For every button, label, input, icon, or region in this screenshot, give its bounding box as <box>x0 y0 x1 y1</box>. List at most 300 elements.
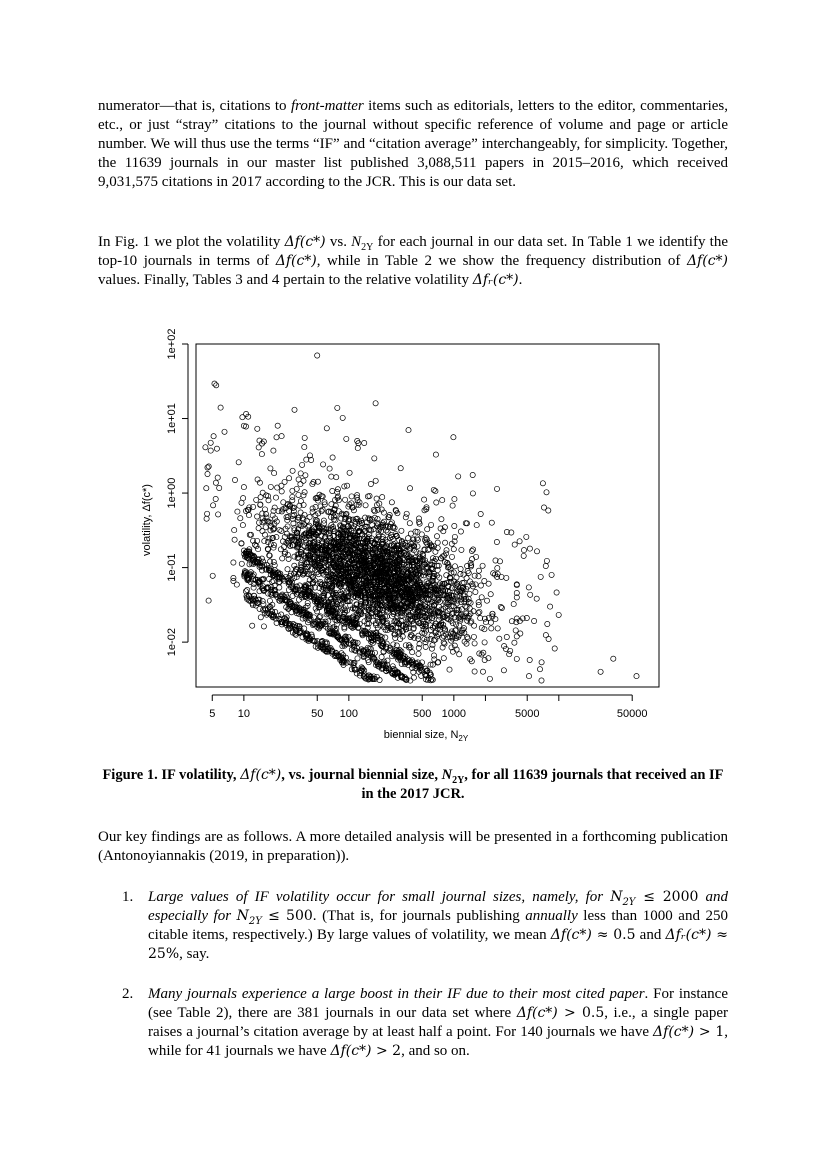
data-point <box>211 503 216 508</box>
data-point <box>471 547 476 552</box>
data-point <box>488 620 493 625</box>
data-point <box>231 560 236 565</box>
data-point <box>287 476 292 481</box>
data-point <box>335 405 340 410</box>
data-point <box>260 490 265 495</box>
data-point <box>467 591 472 596</box>
data-point <box>343 497 348 502</box>
data-point <box>262 539 267 544</box>
data-point <box>470 472 475 477</box>
math-volatility: Δ𝑓(𝑐*) <box>653 1024 695 1040</box>
text-run: , i.e., a single paper raises a journal’s citation average by at least half a point. For 140 journals we have <box>148 1005 728 1040</box>
data-point <box>239 541 244 546</box>
data-point <box>235 509 240 514</box>
data-point <box>451 547 456 552</box>
data-point <box>538 574 543 579</box>
data-point <box>458 529 463 534</box>
y-tick-label: 1e+00 <box>166 477 178 509</box>
x-tick-label: 500 <box>413 708 432 720</box>
data-point <box>469 548 474 553</box>
data-point <box>476 574 481 579</box>
data-point <box>362 440 367 445</box>
text-run: . For instance (see Table 2), there are 381 journals in our data set where <box>148 986 728 1021</box>
data-point-outlier <box>205 465 210 470</box>
data-point <box>527 657 532 662</box>
list-number: 2. <box>122 986 134 1002</box>
data-point <box>335 487 340 492</box>
data-point-outlier <box>489 520 494 525</box>
data-point <box>313 504 318 509</box>
data-point <box>416 645 421 650</box>
math-n2y: $N_{2𝑌}$ <box>610 889 636 908</box>
data-point <box>539 660 544 665</box>
data-point <box>347 470 352 475</box>
y-axis-label: volatility, Δf(c*) <box>141 484 153 556</box>
data-point <box>259 452 264 457</box>
x-tick-label: 1000 <box>441 708 467 720</box>
data-point <box>416 516 421 521</box>
data-point <box>478 511 483 516</box>
data-point <box>543 563 548 568</box>
math-volatility: Δ𝑓(𝑐*) <box>275 253 317 269</box>
data-point <box>232 528 237 533</box>
data-point <box>487 676 492 681</box>
data-point <box>205 511 210 516</box>
data-point <box>216 512 221 517</box>
data-point <box>301 478 306 483</box>
data-point <box>344 436 349 441</box>
data-point <box>473 589 478 594</box>
data-point <box>329 474 334 479</box>
data-point <box>298 510 303 515</box>
list-item-text <box>148 985 728 1061</box>
data-point <box>204 486 209 491</box>
data-point <box>355 446 360 451</box>
data-point <box>548 604 553 609</box>
text-emphasis: and especially for <box>148 889 728 924</box>
data-point <box>238 516 243 521</box>
data-point <box>340 415 345 420</box>
math-n: N <box>351 234 362 250</box>
data-point <box>236 460 241 465</box>
data-point <box>521 553 526 558</box>
data-point <box>255 426 260 431</box>
data-point <box>232 537 237 542</box>
data-point <box>257 606 262 611</box>
data-point <box>268 559 273 564</box>
x-tick-label: 5000 <box>514 708 540 720</box>
caption-text: Figure 1. IF volatility, <box>102 767 241 783</box>
data-point <box>537 667 542 672</box>
data-point <box>304 457 309 462</box>
data-point <box>232 477 237 482</box>
y-tick-label: 1e-02 <box>166 628 178 657</box>
math-comparison: > 0.5 <box>557 1005 605 1021</box>
data-point <box>302 445 307 450</box>
data-point <box>298 471 303 476</box>
data-point <box>480 669 485 674</box>
data-point <box>544 558 549 563</box>
data-point-outlier <box>330 455 335 460</box>
data-point <box>260 528 265 533</box>
data-point <box>208 440 213 445</box>
data-point <box>494 539 499 544</box>
figure-scatter-plot <box>141 327 680 757</box>
data-point <box>407 486 412 491</box>
data-point-outlier <box>373 401 378 406</box>
y-axis <box>166 329 188 657</box>
data-point <box>211 434 216 439</box>
text-run: for each journal in our data set. In Table 1 we identify the top-10 journals in terms of <box>98 234 728 269</box>
math-volatility: Δ𝑓(𝑐*) <box>550 927 592 943</box>
data-point <box>433 489 438 494</box>
data-point <box>274 435 279 440</box>
data-point <box>405 536 410 541</box>
data-point <box>450 503 455 508</box>
data-point <box>214 446 219 451</box>
data-point <box>433 549 438 554</box>
data-point <box>429 522 434 527</box>
data-point <box>203 445 208 450</box>
paragraph-findings-intro: Our key findings are as follows. A more detailed analysis will be presented in a forthcoming publication (Antonoyiannakis (2019, in preparation)). <box>98 829 728 864</box>
data-point <box>512 640 517 645</box>
math-n2y: $N_{2𝑌}$ <box>236 908 262 927</box>
data-point <box>324 426 329 431</box>
data-point <box>372 509 377 514</box>
data-point <box>439 517 444 522</box>
data-point <box>434 534 439 539</box>
data-point <box>377 677 382 682</box>
data-point <box>245 587 250 592</box>
data-point <box>277 527 282 532</box>
x-tick-label: 50 <box>311 708 324 720</box>
text-run: , while in Table 2 we show the frequency distribution of <box>316 253 687 269</box>
data-point <box>435 540 440 545</box>
list-item-text <box>148 888 728 964</box>
data-point <box>273 495 278 500</box>
data-point <box>389 500 394 505</box>
math-comparison: ≤ 2000 <box>635 889 699 905</box>
data-point <box>399 528 404 533</box>
data-point <box>518 631 523 636</box>
data-point <box>374 496 379 501</box>
data-point <box>330 488 335 493</box>
data-point <box>410 650 415 655</box>
data-point <box>494 486 499 491</box>
data-point <box>296 492 301 497</box>
data-point <box>327 466 332 471</box>
data-point <box>302 490 307 495</box>
data-point <box>472 641 477 646</box>
data-point <box>250 623 255 628</box>
data-point-outlier <box>302 435 307 440</box>
data-point <box>541 505 546 510</box>
data-point <box>240 415 245 420</box>
data-point <box>272 471 277 476</box>
data-point <box>480 563 485 568</box>
data-point <box>499 605 504 610</box>
data-point <box>411 675 416 680</box>
data-point <box>484 598 489 603</box>
list-item <box>122 985 728 1061</box>
data-point <box>513 628 518 633</box>
data-point <box>472 669 477 674</box>
data-point <box>554 590 559 595</box>
data-point <box>231 575 236 580</box>
data-point <box>215 475 220 480</box>
data-point <box>213 496 218 501</box>
data-point-outlier <box>634 674 639 679</box>
data-point <box>290 468 295 473</box>
x-axis-label: biennial size, $N_{2Y}$ <box>383 729 469 743</box>
text-run: numerator—that is, citations to <box>98 98 291 114</box>
data-point <box>256 547 261 552</box>
data-point <box>440 635 445 640</box>
data-point <box>294 486 299 491</box>
y-tick-label: 1e+02 <box>166 328 178 360</box>
data-point-outlier <box>218 405 223 410</box>
paragraph-figure-intro: In Fig. 1 we plot the volatility Δ𝑓(𝑐*) vs. $N_{2Y}$ for each journal in our data set. In Table 1 we identify the top-10 journals in terms of Δ𝑓(𝑐*), while in Table 2 we show the frequency distribution of Δ𝑓(𝑐*) values. Finally, Tables 3 and 4 pertain to the relative volatility Δ𝑓ᵣ(𝑐*). <box>98 234 728 288</box>
data-point <box>264 493 269 498</box>
text-emphasis: Many journals experience a large boost in their IF due to their most cited paper <box>148 986 645 1002</box>
data-point <box>275 485 280 490</box>
data-point <box>268 484 273 489</box>
math-comparison: ≤ 500 <box>261 908 313 924</box>
math-volatility: Δ𝑓(𝑐*) <box>240 767 282 783</box>
data-point <box>282 479 287 484</box>
data-point <box>300 462 305 467</box>
data-point <box>476 568 481 573</box>
data-point <box>241 485 246 490</box>
x-axis <box>209 695 647 720</box>
data-point <box>528 592 533 597</box>
data-point <box>240 523 245 528</box>
x-tick-label: 5 <box>209 708 216 720</box>
data-point-outlier <box>527 546 532 551</box>
paragraph-intro <box>98 97 728 192</box>
math-comparison: ≈ 25% <box>148 927 728 962</box>
text-run: . (That is, for journals publishing <box>312 908 526 924</box>
math-comparison: ≈ 0.5 <box>591 927 636 943</box>
data-point <box>434 500 439 505</box>
y-tick-label: 1e+01 <box>166 403 178 434</box>
data-point <box>255 514 260 519</box>
data-point <box>532 618 537 623</box>
data-point <box>204 516 209 521</box>
math-volatility: Δ𝑓(𝑐*) <box>516 1005 558 1021</box>
data-point-outlier <box>205 471 210 476</box>
data-point <box>279 434 284 439</box>
text-run: In Fig. 1 we plot the volatility <box>98 234 285 250</box>
data-point <box>433 452 438 457</box>
data-point <box>507 652 512 657</box>
data-point <box>210 573 215 578</box>
data-point-outlier <box>315 353 320 358</box>
data-point <box>444 548 449 553</box>
data-point <box>271 448 276 453</box>
data-point-outlier <box>546 636 551 641</box>
data-point <box>239 561 244 566</box>
text-run: , say. <box>179 946 210 962</box>
text-run: items such as editorials, letters to the editor, commentaries, etc., or just “stray” citations to the journal without specific reference of volume and page or article number. We will thus use the terms “IF” and “citation average” interchangeably, for simplicity. Together, the 11639 journals in our master list published 3,088,511 papers in 2015–2016, which received 9,031,575 citations in 2017 according to the JCR. This is our data set. <box>98 98 728 190</box>
data-point <box>459 547 464 552</box>
data-point <box>524 534 529 539</box>
data-point <box>458 566 463 571</box>
data-point <box>213 480 218 485</box>
data-point <box>534 549 539 554</box>
data-point <box>511 602 516 607</box>
data-point <box>545 621 550 626</box>
data-point <box>452 564 457 569</box>
data-point <box>521 548 526 553</box>
data-point <box>495 626 500 631</box>
data-point <box>464 576 469 581</box>
data-point <box>544 490 549 495</box>
y-tick-label: 1e-01 <box>166 553 178 582</box>
data-point <box>517 539 522 544</box>
math-sub: 2Y <box>361 242 374 253</box>
data-point <box>255 538 260 543</box>
data-point <box>310 506 315 511</box>
data-point <box>440 498 445 503</box>
math-n: N <box>441 767 453 783</box>
data-point <box>307 453 312 458</box>
data-point <box>385 530 390 535</box>
data-point <box>261 624 266 629</box>
data-point-outlier <box>526 674 531 679</box>
data-point <box>268 466 273 471</box>
data-point <box>470 491 475 496</box>
data-point <box>206 598 211 603</box>
data-point <box>488 592 493 597</box>
data-point <box>292 563 297 568</box>
data-point <box>285 567 290 572</box>
x-tick-label: 10 <box>237 708 250 720</box>
data-point <box>441 656 446 661</box>
data-point <box>258 502 263 507</box>
math-volatility: Δ𝑓(𝑐*) <box>686 253 728 269</box>
data-point <box>247 532 252 537</box>
text-emphasis: front-matter <box>290 98 364 114</box>
data-point <box>275 423 280 428</box>
data-point <box>272 505 277 510</box>
caption-text: for all 11639 journals that received an IF in the 2017 JCR. <box>361 767 724 802</box>
data-point <box>464 605 469 610</box>
data-point <box>482 640 487 645</box>
data-points <box>203 353 639 683</box>
text-run: , while for 41 journals we have <box>148 1024 728 1059</box>
text-run: values. Finally, Tables 3 and 4 pertain to the relative volatility <box>98 272 473 288</box>
figure-caption: Figure 1. IF volatility, Δ𝑓(𝑐*), vs. journal biennial size, $N_{2Y}$, for all 11639 journals that received an IF in the 2017 JCR. <box>102 767 724 802</box>
data-point <box>512 542 517 547</box>
data-point <box>279 489 284 494</box>
data-point <box>479 595 484 600</box>
data-point <box>407 521 412 526</box>
data-point <box>321 462 326 467</box>
data-point <box>363 503 368 508</box>
data-point <box>391 642 396 647</box>
data-point <box>465 569 470 574</box>
list-number: 1. <box>122 889 134 905</box>
data-point <box>307 515 312 520</box>
data-point <box>457 652 462 657</box>
data-point <box>241 496 246 501</box>
data-point <box>453 622 458 627</box>
math-comparison: > 1 <box>694 1024 725 1040</box>
data-point <box>429 646 434 651</box>
text-emphasis: Large values of IF volatility occur for small journal sizes, namely, for <box>148 889 611 905</box>
data-point <box>504 575 509 580</box>
data-point <box>256 526 261 531</box>
data-point <box>447 667 452 672</box>
scatter-plot-svg <box>141 327 680 757</box>
data-point <box>539 678 544 683</box>
data-point <box>452 523 457 528</box>
data-point <box>262 532 267 537</box>
math-volatility: Δ𝑓(𝑐*) <box>284 234 326 250</box>
data-point <box>497 636 502 641</box>
data-point <box>280 556 285 561</box>
data-point <box>349 494 354 499</box>
data-point <box>217 485 222 490</box>
math-comparison: > 2 <box>371 1043 402 1059</box>
data-point <box>372 650 377 655</box>
data-point <box>443 540 448 545</box>
text-emphasis: annually <box>525 908 578 924</box>
data-point <box>261 602 266 607</box>
x-tick-label: 100 <box>339 708 359 720</box>
data-point <box>476 610 481 615</box>
data-point <box>456 474 461 479</box>
data-point <box>254 497 259 502</box>
math-volatility: Δ𝑓(𝑐*) <box>330 1043 372 1059</box>
data-point <box>425 527 430 532</box>
data-point <box>431 487 436 492</box>
data-point <box>486 581 491 586</box>
data-point-outlier <box>598 669 603 674</box>
data-point <box>416 651 421 656</box>
text-run: and <box>635 927 666 943</box>
data-point <box>368 481 373 486</box>
data-point <box>372 456 377 461</box>
data-point <box>208 448 213 453</box>
data-point <box>526 585 531 590</box>
data-point <box>234 582 239 587</box>
data-point <box>540 481 545 486</box>
data-point <box>474 554 479 559</box>
data-point <box>248 532 253 537</box>
data-point <box>254 544 259 549</box>
data-point <box>380 495 385 500</box>
data-point-outlier <box>406 428 411 433</box>
math-relative-volatility: Δ𝑓ᵣ(𝑐*) <box>472 272 519 288</box>
data-point <box>552 646 557 651</box>
data-point <box>478 583 483 588</box>
data-point-outlier <box>611 656 616 661</box>
data-point <box>458 572 463 577</box>
data-point <box>514 656 519 661</box>
data-point <box>298 482 303 487</box>
data-point <box>474 523 479 528</box>
text-run: , and so on. <box>401 1043 470 1059</box>
data-point <box>222 429 227 434</box>
data-point <box>495 566 500 571</box>
math-relative-volatility: Δ𝑓ᵣ(𝑐*) <box>665 927 712 943</box>
data-point <box>373 478 378 483</box>
data-point <box>449 554 454 559</box>
data-point <box>408 531 413 536</box>
x-tick-label: 50000 <box>616 708 648 720</box>
